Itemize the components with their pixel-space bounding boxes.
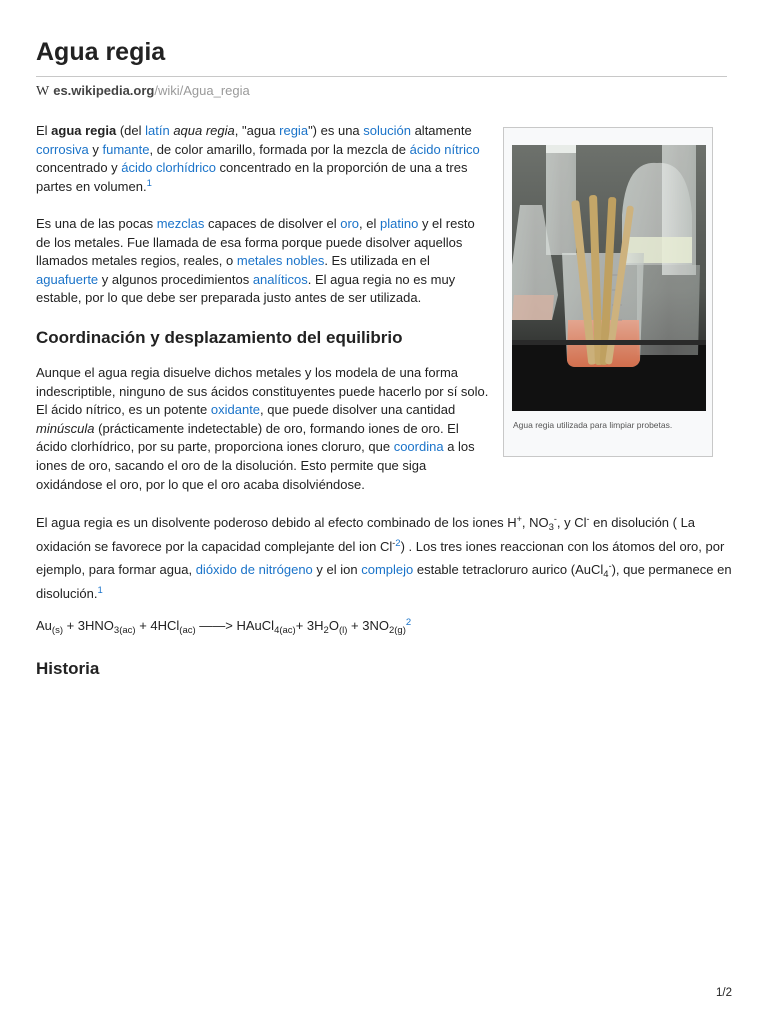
title-divider <box>36 76 727 77</box>
link-aguafuerte[interactable]: aguafuerte <box>36 271 99 287</box>
intro-paragraph: El agua regia (del latín aqua regia, "agua regia") es una solución altamente corrosiva y fumante, de color amarillo, formada por la mezcla de ácido nítrico concentrado y ácido clorhídrico concentrado en la proporción de una a tres partes en volumen.$^1$ <box>36 123 480 194</box>
link-platino[interactable]: platino <box>380 216 419 231</box>
link-coordina[interactable]: coordina <box>393 439 444 455</box>
source-path[interactable]: /wiki/Agua_regia <box>154 83 250 98</box>
link-mezclas[interactable]: mezclas <box>156 216 205 231</box>
link-solucion[interactable]: solución <box>363 123 411 138</box>
link-acido-nitrico[interactable]: ácido nítrico <box>409 141 480 157</box>
wikipedia-icon: W <box>36 84 50 99</box>
beaker-photo[interactable] <box>512 145 706 411</box>
reference-1b[interactable]: 1 <box>97 584 103 596</box>
link-regia[interactable]: regia <box>279 123 309 138</box>
page-title: Agua regia <box>36 38 166 66</box>
heading-coordination: Coordinación y desplazamiento del equilibrio <box>36 328 403 347</box>
source-domain[interactable]: es.wikipedia.org <box>53 83 155 98</box>
ions-paragraph: El agua regia es un disolvente poderoso debido al efecto combinado de los iones H+, $NO_3^-$, y Cl- en disolución ( La oxidación se favorece por la capacidad complejante del ion Cl$^{-2}$) . Los tres iones reaccionan con los átomos del oro, por ejemplo, para formar agua, dióxido de nitrógeno y el ion complejo estable tetracloruro aurico (AuCl$_4$-), que permanece en disolución.$^1$ <box>36 514 732 601</box>
link-metales-nobles[interactable]: metales nobles <box>236 253 325 269</box>
link-fumante[interactable]: fumante <box>102 141 150 157</box>
link-dioxido-nitrogeno[interactable]: dióxido de nitrógeno <box>195 562 313 578</box>
figure-box <box>503 127 713 457</box>
page-number: 1/2 <box>716 987 732 999</box>
lab-glassware-image <box>512 145 706 411</box>
metals-paragraph: Es una de las pocas mezclas capaces de disolver el oro, el platino y el resto de los metales. Fue llamada de esa forma porque puede disolver aquellos llamados metales regios, reales, o metales nobles. Es utilizada en el aguafuerte y algunos procedimientos analíticos. El agua regia no es muy estable, por lo que debe ser preparada justo antes de ser utilizada. <box>36 216 475 306</box>
link-analiticos[interactable]: analíticos <box>252 271 308 287</box>
reference-2[interactable]: 2 <box>395 537 401 549</box>
heading-historia: Historia <box>36 659 100 678</box>
link-oro[interactable]: oro <box>340 216 360 231</box>
reference-2b[interactable]: 2 <box>405 617 412 628</box>
figure-caption: Agua regia utilizada para limpiar probetas. <box>513 420 673 430</box>
coordination-paragraph: Aunque el agua regia disuelve dichos metales y los modela de una forma indescriptible, ninguno de sus ácidos constituyentes puede hacerlo por sí solo. El ácido nítrico, es un potente oxidante, que puede disolver una cantidad minúscula (prácticamente indetectable) de oro, formando iones de oro. El ácido clorhídrico, por su parte, proporciona iones cloruro, que coordina a los iones de oro, sacando el oro de la disolución. Esto permite que siga oxidándose el oro, por lo que el oro acaba disolviéndose. <box>36 365 489 492</box>
link-complejo[interactable]: complejo <box>361 562 414 578</box>
chemical-equation: $Au_{(s)} + 3HNO_{3(ac)} + 4HCl_{(ac)}$ ——> HAuCl$_{4(ac)}$+ $3H_2O_{(l)} + 3NO_{2(g)}^2$ <box>36 617 412 636</box>
link-acido-clorhidrico[interactable]: ácido clorhídrico <box>121 160 216 176</box>
source-line <box>36 83 250 100</box>
link-latin[interactable]: latín <box>145 123 170 138</box>
reference-1[interactable]: 1 <box>146 177 152 189</box>
link-oxidante[interactable]: oxidante <box>210 402 261 418</box>
link-corrosiva[interactable]: corrosiva <box>36 141 89 157</box>
